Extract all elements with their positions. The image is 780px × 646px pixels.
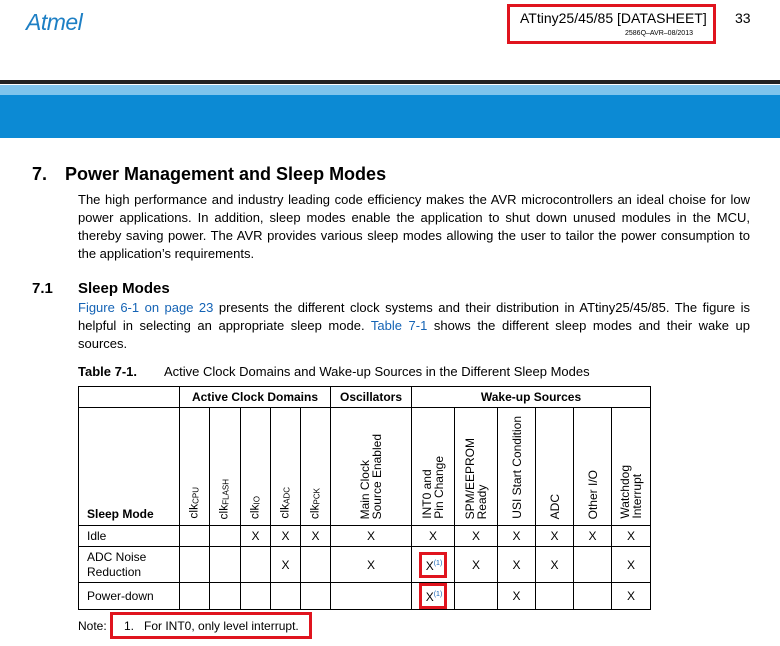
table-caption [78, 364, 590, 379]
cell: X [498, 547, 536, 583]
cell [455, 583, 498, 610]
footnote-ref[interactable]: (1) [433, 559, 443, 567]
cell: X [612, 526, 651, 547]
table-row [79, 583, 651, 610]
cell: X [241, 526, 271, 547]
doc-title: ATtiny25/45/85 [DATASHEET] [520, 10, 707, 26]
table-row [79, 526, 651, 547]
atmel-logo: Atmel [26, 9, 83, 35]
row-mode: Idle [79, 526, 180, 547]
cell [301, 583, 331, 610]
header-rule [0, 80, 780, 84]
col-spm [455, 408, 498, 526]
col-clk-io [241, 408, 271, 526]
subsection-heading [32, 280, 170, 297]
subsection-body [78, 299, 750, 353]
cell-value: X [425, 558, 434, 573]
col-main-clock [331, 408, 412, 526]
subsection-number: 7.1 [32, 280, 53, 297]
cell-int0-footnote [412, 583, 455, 610]
footnote-ref[interactable]: (1) [433, 591, 443, 598]
table-id: Table 7-1. [78, 364, 138, 379]
doc-code: 2586Q–AVR–08/2013 [625, 30, 693, 37]
cell [301, 547, 331, 583]
col-clk-pck-label: clk$_{PCK}$ [306, 487, 322, 519]
cell: X [498, 583, 536, 610]
cell-value: X [425, 590, 434, 604]
cell: X [612, 547, 651, 583]
group-empty [79, 387, 180, 408]
subsection-text-2: shows the different sleep modes and their wake up sources. [78, 318, 750, 351]
col-clk-io-label: clk$_{IO}$ [246, 495, 262, 519]
highlight-box [419, 552, 448, 578]
col-int0 [412, 408, 455, 526]
cell [180, 547, 210, 583]
col-clk-cpu-label: clk$_{CPU}$ [185, 487, 201, 519]
cell: X [331, 526, 412, 547]
cell [210, 547, 241, 583]
col-adc [536, 408, 574, 526]
note-label: Note: [78, 619, 107, 633]
figure-link[interactable]: Figure 6-1 on page 23 [78, 300, 214, 315]
table-row [79, 547, 651, 583]
col-clk-cpu [180, 408, 210, 526]
cell [574, 547, 612, 583]
cell [241, 547, 271, 583]
cell: X [271, 526, 301, 547]
col-clk-pck [301, 408, 331, 526]
col-adc-label: ADC [547, 493, 562, 519]
cell: X [612, 583, 651, 610]
header-band-light [0, 85, 780, 95]
cell [331, 583, 412, 610]
cell: X [536, 547, 574, 583]
col-main-clock-label: Main Clock Source Enabled [358, 433, 384, 519]
table-group-row [79, 387, 651, 408]
section-body: The high performance and industry leading code efficiency makes the AVR microcontrollers an ideal choise for low power applications. In addition, sleep modes enable the application to shut down unused modules in the MCU, thereby saving power. The AVR provides various sleep modes allowing the user to tailor the power consumption to the application’s requirements. [78, 192, 750, 261]
section-heading [32, 164, 386, 185]
cell: X [301, 526, 331, 547]
cell: X [498, 526, 536, 547]
cell-int0-footnote [412, 547, 455, 583]
col-other-io-label: Other I/O [585, 469, 600, 519]
cell [180, 526, 210, 547]
col-watchdog [612, 408, 651, 526]
col-clk-flash-label: clk$_{FLASH}$ [216, 478, 231, 519]
col-int0-label: INT0 and Pin Change [420, 456, 446, 519]
note-text: 1. For INT0, only level interrupt. [124, 619, 299, 633]
col-spm-label: SPM/EEPROM Ready [463, 437, 489, 519]
group-clock-domains: Active Clock Domains [180, 387, 331, 408]
cell [241, 583, 271, 610]
row-mode: Power-down [79, 583, 180, 610]
cell: X [574, 526, 612, 547]
group-oscillators: Oscillators [331, 387, 412, 408]
subsection-text-1: presents the different clock systems and their distribution in ATtiny25/45/85. The figure is helpful in selecting an appropriate sleep mode. [78, 300, 750, 333]
cell: X [271, 547, 301, 583]
cell [536, 583, 574, 610]
sleep-modes-table [78, 386, 651, 610]
header-band [0, 95, 780, 138]
col-clk-flash [210, 408, 241, 526]
cell: X [455, 526, 498, 547]
sleep-mode-header: Sleep Mode [79, 408, 180, 526]
cell [210, 583, 241, 610]
cell: X [412, 526, 455, 547]
col-usi [498, 408, 536, 526]
group-wakeup-sources: Wake-up Sources [412, 387, 651, 408]
section-number: 7. [32, 164, 48, 184]
subsection-title: Sleep Modes [78, 280, 170, 297]
cell [574, 583, 612, 610]
cell: X [455, 547, 498, 583]
table-caption-text: Active Clock Domains and Wake-up Sources in the Different Sleep Modes [164, 364, 590, 379]
table-link[interactable]: Table 7-1 [370, 318, 428, 333]
table-column-header-row [79, 408, 651, 526]
col-clk-adc [271, 408, 301, 526]
cell [180, 583, 210, 610]
row-mode: ADC Noise Reduction [79, 547, 180, 583]
cell: X [331, 547, 412, 583]
cell: X [536, 526, 574, 547]
cell [210, 526, 241, 547]
cell [271, 583, 301, 610]
section-title: Power Management and Sleep Modes [65, 164, 387, 184]
col-other-io [574, 408, 612, 526]
highlight-box [419, 583, 448, 609]
col-clk-adc-label: clk$_{ADC}$ [276, 487, 292, 519]
col-watchdog-label: Watchdog Interrupt [618, 465, 644, 519]
page-number: 33 [735, 10, 751, 26]
col-usi-label: USI Start Condition [509, 416, 524, 519]
